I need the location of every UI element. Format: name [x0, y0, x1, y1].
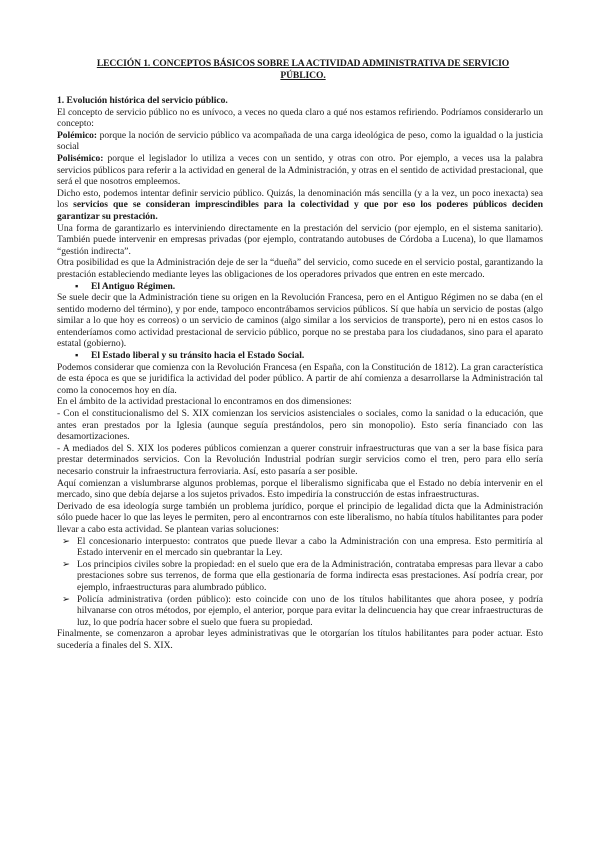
- section-heading-evolucion: 1. Evolución histórica del servicio público.: [57, 96, 228, 106]
- paragraph: Finalmente, se comenzaron a aprobar leyes administrativas que le otorgarían los títulos habilitantes para poder actuar. Esto sucedería a finales del S. XIX.: [57, 629, 543, 651]
- paragraph: Una forma de garantizarlo es interviniendo directamente en la prestación del servicio (por ejemplo, en el sistema sanitario). También puede intervenir en empresas privadas (por ejemplo, contratando autobuses de Córdoba a Lucena), lo que llamamos “gestión indirecta”.: [57, 223, 543, 257]
- solutions-list: [57, 537, 543, 630]
- title-line-2: PÚBLICO.: [280, 70, 326, 81]
- paragraph: Podemos considerar que comienza con la Revolución Francesa (en España, con la Constitución de 1812). La gran característica de esta época es que se juridifica la actividad del poder público. A partir de ahí comienza a desarrollarse la Administración tal como la conocemos hoy en día.: [57, 362, 543, 396]
- paragraph: En el ámbito de la actividad prestacional lo encontramos en dos dimensiones:: [57, 397, 352, 408]
- definition-bold: servicios que se consideran imprescindibles para la colectividad y que por eso los poderes públicos deciden garantizar su prestación.: [57, 200, 543, 222]
- paragraph: - A mediados del S. XIX los poderes públicos comienzan a querer construir infraestructuras que van a ser la base física para prestar determinados servicios. Con la Revolución Industrial podrían surgir servicios como el tren, pero para ello sería necesario construir la infraestructura ferroviaria. Así, esto pasaría a ser posible.: [57, 443, 543, 477]
- list-item: [57, 560, 543, 595]
- list-item-text: Policía administrativa (orden público): esto coincide con uno de los títulos habilitantes que ahora posee, y podría hilvanarse con otros métodos, por ejemplo, el anterior, porque para evitar la delincuencia hay que crear infraestructuras de luz, lo que podría hacer sobre el suelo que fuera su propiedad.: [77, 594, 543, 628]
- paragraph: El concepto de servicio público no es unívoco, a veces no queda claro a qué nos estamos refiriendo. Podríamos considerarlo un concepto:: [57, 107, 543, 130]
- paragraph: Otra posibilidad es que la Administración deje de ser la “dueña” del servicio, como sucede en el servicio postal, garantizando la prestación estableciendo mediante leyes las obligaciones de los operadores privados que entren en este mercado.: [57, 258, 543, 280]
- definition-polisemico: porque el legislador lo utiliza a veces con un sentido, y otras con otro. Por ejemplo, a veces usa la palabra servicios públicos para referir a la actividad en general de la Administración, y otras en el sentido de actividad prestacional, que será el que nosotros empleemos.: [57, 153, 543, 188]
- paragraph: Se suele decir que la Administración tiene su origen en la Revolución Francesa, pero en el Antiguo Régimen no se daba (en el sentido moderno del término), y por ende, tampoco encontrábamos servicios públicos. Sí que había un servicio de postas (algo similar a lo que hoy es correos) o un servicio de caminos (algo similar a los servicios de transporte), pero ni en estos casos lo entenderíamos como actividad prestacional de servicio público, porque no se prestaba para los ciudadanos, sino para el aparato estatal (gobierno).: [57, 293, 543, 350]
- paragraph: Aquí comienzan a vislumbrarse algunos problemas, porque el liberalismo significaba que el Estado no debía intervenir en el mercado, sino que debía dejarse a los sujetos privados. Esto impediría la construcción de estas infraestructuras.: [57, 478, 543, 501]
- list-item-text: Los principios civiles sobre la propiedad: en el suelo que era de la Administración, contrataba empresas para llevar a cabo prestaciones sobre sus terrenos, de forma que ella gestionaría de forma indirecta esas prestaciones. Así podría crear, por ejemplo, infraestructuras para alumbrado público.: [77, 559, 543, 593]
- paragraph-definicion: [57, 189, 543, 224]
- paragraph: - Con el constitucionalismo del S. XIX comienzan los servicios asistenciales o sociales, como la sanidad o la educación, que antes eran prestados por la Iglesia (aunque seguía prestándolos, pero sin monopolio). Esto sería financiado con las desamortizaciones.: [57, 409, 543, 443]
- section-heading-antiguo-regimen: [57, 282, 543, 294]
- paragraph: Derivado de esa ideología surge también un problema jurídico, porque el principio de legalidad dicta que la Administración sólo puede hacer lo que las leyes le permiten, pero al encontrarnos con este liberalismo, no había títulos habilitantes para poder llevar a cabo esta actividad. Se plantean varias soluciones:: [57, 501, 543, 535]
- definition-polemico: porque la noción de servicio público va acompañada de una carga ideológica de peso, como la igualdad o la justicia social: [57, 130, 543, 153]
- arrow-icon: ➢: [62, 536, 70, 547]
- document-title: [60, 58, 546, 82]
- section-heading-estado-liberal: [57, 351, 543, 363]
- bullet-icon: ▪: [75, 281, 79, 292]
- paragraph-polisemico: [57, 154, 543, 189]
- section-heading-text: El Estado liberal y su tránsito hacia el Estado Social.: [91, 351, 305, 362]
- term-polisemico: Polisémico:: [57, 153, 104, 164]
- arrow-icon: ➢: [62, 559, 70, 570]
- arrow-icon: ➢: [62, 594, 70, 605]
- list-item: [57, 537, 543, 560]
- definition-intro: Dicho esto, podemos intentar definir servicio público. Quizás, la denominación más sencilla (y a la vez, un poco inexacta) sea los: [57, 188, 543, 211]
- list-item-text: El concesionario interpuesto: contratos que puede llevar a cabo la Administración con una empresa. Esto permitiría al Estado intervenir en el mercado sin quebrantar la Ley.: [77, 536, 543, 559]
- list-item: [57, 595, 543, 630]
- term-polemico: Polémico:: [57, 130, 98, 141]
- document-body: [57, 96, 543, 653]
- title-line-1: LECCIÓN 1. CONCEPTOS BÁSICOS SOBRE LA ACTIVIDAD ADMINISTRATIVA DE SERVICIO: [96, 58, 510, 69]
- bullet-icon: ▪: [75, 351, 79, 362]
- section-heading-text: El Antiguo Régimen.: [91, 281, 176, 292]
- paragraph-polemico: [57, 131, 543, 154]
